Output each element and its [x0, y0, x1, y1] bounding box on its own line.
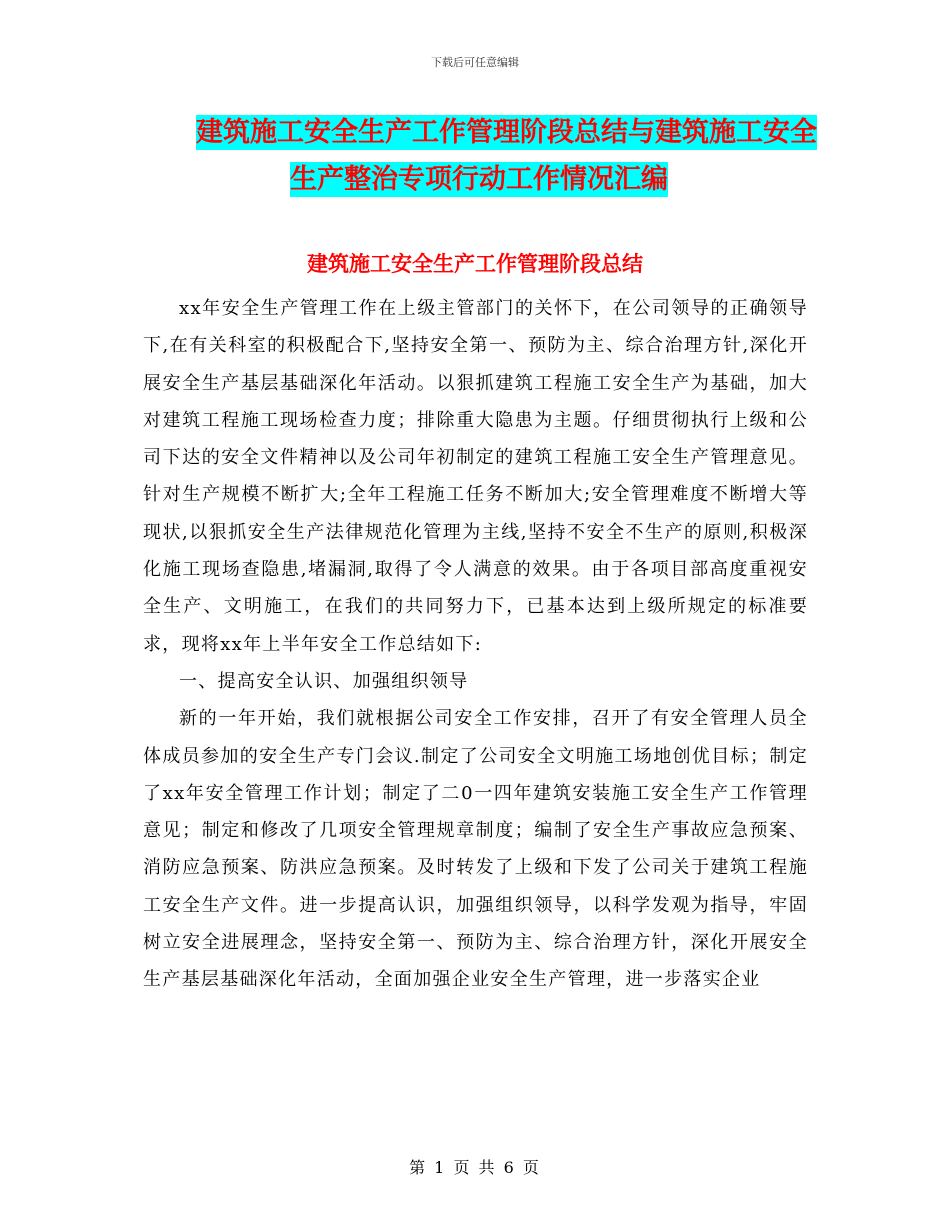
paragraph-heading: 一、提高安全认识、加强组织领导	[179, 670, 469, 692]
main-title-line-2: 生产整治专项行动工作情况汇编	[290, 164, 668, 195]
section-title: 建筑施工安全生产工作管理阶段总结	[307, 252, 643, 276]
header-note: 下载后可任意编辑	[431, 56, 519, 69]
main-title-line-1: 建筑施工安全生产工作管理阶段总结与建筑施工安全	[196, 117, 817, 148]
paragraph: 新的一年开始，我们就根据公司安全工作安排，召开了有安全管理人员全体成员参加的安全生产专门会议.制定了公司安全文明施工场地创优目标；制定了xx年安全管理工作计划；制定了二0一四年建筑安装施工安全生产工作管理意见；制定和修改了几项安全管理规章制度；编制了安全生产事故应急预案、消防应急预案、防洪应急预案。及时转发了上级和下发了公司关于建筑工程施工安全生产文件。进一步提高认识，加强组织领导，以科学发观为指导，牢固树立安全进展理念，坚持安全第一、预防为主、综合治理方针，深化开展安全生产基层基础深化年活动，全面加强企业安全生产管理，进一步落实企业	[143, 708, 808, 991]
page-footer: 第 1 页 共 6 页	[409, 1158, 541, 1177]
paragraph: xx年安全生产管理工作在上级主管部门的关怀下，在公司领导的正确领导下,在有关科室的积极配合下,坚持安全第一、预防为主、综合治理方针,深化开展安全生产基层基础深化年活动。以狠抓建筑工程施工安全生产为基础，加大对建筑工程施工现场检查力度；排除重大隐患为主题。仔细贯彻执行上级和公司下达的安全文件精神以及公司年初制定的建筑工程施工安全生产管理意见。针对生产规模不断扩大;全年工程施工任务不断加大;安全管理难度不断增大等现状,以狠抓安全生产法律规范化管理为主线,坚持不安全不生产的原则,积极深化施工现场查隐患,堵漏洞,取得了令人满意的效果。由于各项目部高度重视安全生产、文明施工，在我们的共同努力下，已基本达到上级所规定的标准要求，现将xx年上半年安全工作总结如下:	[143, 298, 808, 655]
body-text	[143, 290, 808, 999]
main-title	[180, 109, 820, 203]
